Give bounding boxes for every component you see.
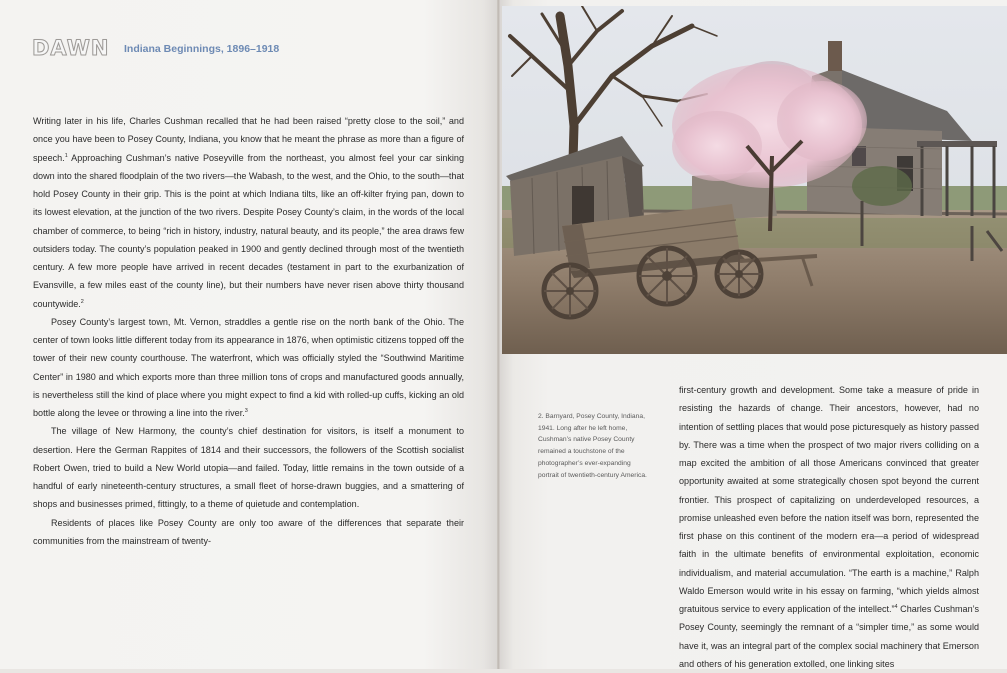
footnote-ref-4: 4: [894, 603, 898, 610]
paragraph-1: Writing later in his life, Charles Cushman recalled that he had been raised “pretty close to the soil,” and once you have been to Posey County, Indiana, you know that he meant the phrase as more than a figure of speech.$^1$ Approaching Cushman’s native Poseyville from the northeast, you almost feel your car sinking down into the shared floodplain of the two rivers—the Wabash, to the west, and the Ohio, to the south—that hold Posey County in their grip. This is the point at which Indiana tilts, like an off-kilter frying pan, down to its lowest elevation, at the junction of the two rivers. Despite Posey County’s claim, in the words of the local chamber of commerce, to being “rich in history, industry, natural beauty, and its people,” the area draws few outsiders today. The county’s population peaked in 1900 and gently declined through most of the twentieth century. A few more people have arrived in recent decades (testament in part to the exurbanization of Evansville, a few miles east of the county line), but their numbers have never risen above thirty thousand countywide.$^2$: [33, 116, 464, 309]
caption-line: portrait of twentieth-century America.: [538, 471, 647, 479]
footnote-ref-1: 1: [64, 152, 68, 159]
caption-line: Cushman’s native Posey County: [538, 436, 635, 444]
paragraph-2: Posey County’s largest town, Mt. Vernon, straddles a gentle rise on the north bank of the Ohio. The center of town looks little different today from its appearance in 1876, when optimistic citizens topped off the tower of their new county courthouse. The waterfront, which was officially styled the “Southwind Maritime Center” in 1980 and which exports more than three million tons of crops and manufactured goods annually, is nevertheless still the kind of place where you might expect to find a kid with rolled-up cuffs, kicking an old bottle along the levee or throwing a line into the river.$^3$: [33, 316, 464, 418]
caption-line: 2. Barnyard, Posey County, Indiana,: [538, 413, 645, 420]
running-head: [32, 36, 280, 66]
paragraph-4: Residents of places like Posey County are only too aware of the differences that separate their communities from the mainstream of twenty-: [33, 517, 464, 546]
caption-line: 1941. Long after he left home,: [538, 424, 628, 432]
paragraph-3: The village of New Harmony, the county’s chief destination for visitors, is itself a monument to desertion. Here the German Rappites of 1814 and their successors, the followers of the Scottish socialist Robert Owen, tried to build a New World utopia—and failed. Today, little remains in the town outside of a handful of early nineteenth-century structures, a small fleet of horse-drawn buggies, and a smattering of shops and businesses primed, fittingly, to a theme of quietude and contemplation.: [33, 426, 464, 510]
paragraph-continued: first-century growth and development. Some take a measure of pride in resisting the hazards of change. Their ancestors, however, had no intention of settling places that would pose picturesquely as history passed by. There was a time when the prospect of two major rivers colliding on a map excited the ambition of all those Americans convinced that greater opportunity awaited at some strategically chosen spot beyond the current frontier. This prospect of capitalizing on underdeveloped resources, a promise unleashed even before the nation itself was born, represented the first phase on this continent of the modern era—a period of widespread faith in the ultimate benefits of environmental exploitation, economic individualism, and material accumulation. “The earth is a machine,” Ralph Waldo Emerson would write in his essay on farming, “which yields almost gratuitous service to every application of the intellect.”$^4$ Charles Cushman’s Posey County, seemingly the remnant of a “simpler time,” as some would have it, was an integral part of the complex social machinery that Emerson and others of his generation extolled, one linking sites: [679, 385, 979, 669]
caption-line: remained a touchstone of the: [538, 448, 625, 456]
chapter-title: Indiana Beginnings, 1896–1918: [124, 43, 280, 55]
book-gutter: [497, 0, 500, 669]
barnyard-photo-icon: [502, 6, 1007, 354]
footnote-ref-2: 2: [80, 298, 84, 305]
left-page-body-text: [33, 112, 464, 550]
photo-caption: [538, 411, 674, 481]
right-page-body-text: [679, 381, 979, 673]
chapter-label: DAWN: [32, 36, 110, 60]
footnote-ref-3: 3: [244, 407, 248, 414]
caption-line: photographer’s ever-expanding: [538, 459, 631, 467]
